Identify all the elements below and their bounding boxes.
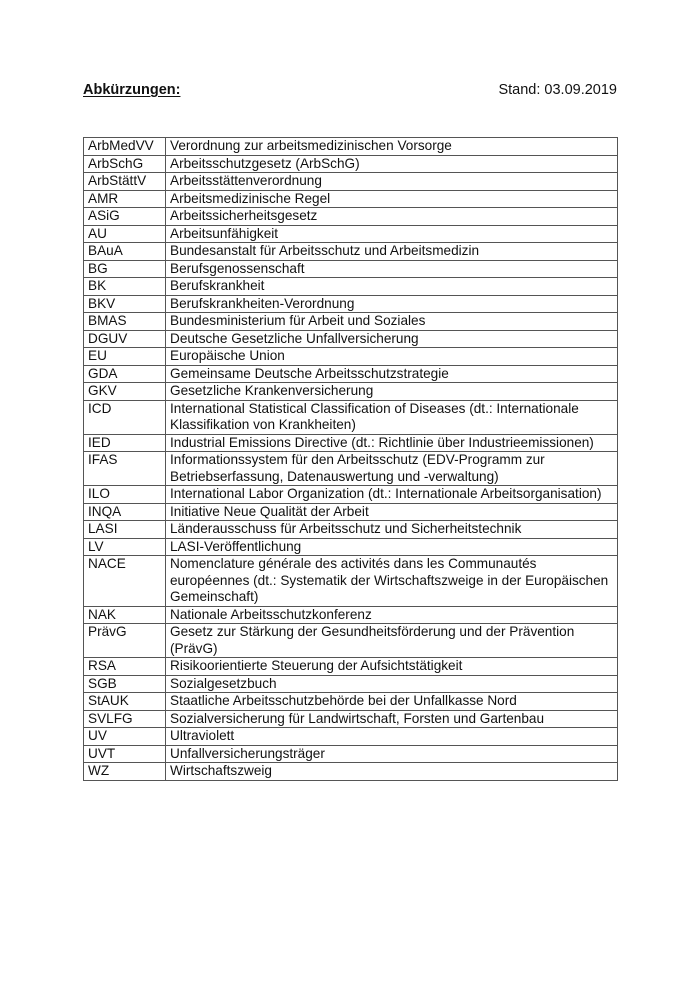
table-row (84, 190, 618, 208)
description-cell: Arbeitsunfähigkeit (166, 225, 618, 243)
description-cell: Informationssystem für den Arbeitsschutz (EDV-Programm zur Betriebserfassung, Datenauswertung und -verwaltung) (166, 452, 618, 486)
revision-date: Stand: 03.09.2019 (498, 82, 617, 98)
abbreviation-cell: INQA (84, 503, 166, 521)
abbreviation-cell: PrävG (84, 624, 166, 658)
abbreviation-cell: LV (84, 538, 166, 556)
description-cell: Gemeinsame Deutsche Arbeitsschutzstrategie (166, 365, 618, 383)
table-row (84, 710, 618, 728)
table-row (84, 400, 618, 434)
table-row (84, 383, 618, 401)
description-cell: Bundesministerium für Arbeit und Soziales (166, 313, 618, 331)
abbreviation-cell: GKV (84, 383, 166, 401)
description-cell: LASI-Veröffentlichung (166, 538, 618, 556)
description-cell: Berufskrankheiten-Verordnung (166, 295, 618, 313)
table-row (84, 763, 618, 781)
table-row (84, 173, 618, 191)
table-row (84, 503, 618, 521)
description-cell: Berufsgenossenschaft (166, 260, 618, 278)
table-row (84, 313, 618, 331)
table-row (84, 486, 618, 504)
table-row (84, 434, 618, 452)
description-cell: International Statistical Classification of Diseases (dt.: Internationale Klassifikation von Krankheiten) (166, 400, 618, 434)
abbreviation-cell: IED (84, 434, 166, 452)
page-title: Abkürzungen: (83, 82, 181, 98)
abbreviation-cell: ArbSchG (84, 155, 166, 173)
description-cell: Nationale Arbeitsschutzkonferenz (166, 606, 618, 624)
abbreviation-cell: StAUK (84, 693, 166, 711)
description-cell: Bundesanstalt für Arbeitsschutz und Arbeitsmedizin (166, 243, 618, 261)
description-cell: Initiative Neue Qualität der Arbeit (166, 503, 618, 521)
abbreviation-table (83, 137, 618, 781)
description-cell: Gesetzliche Krankenversicherung (166, 383, 618, 401)
abbreviation-table-body (84, 138, 618, 781)
description-cell: Staatliche Arbeitsschutzbehörde bei der Unfallkasse Nord (166, 693, 618, 711)
table-row (84, 295, 618, 313)
table-row (84, 243, 618, 261)
table-row (84, 452, 618, 486)
table-row (84, 330, 618, 348)
description-cell: Länderausschuss für Arbeitsschutz und Sicherheitstechnik (166, 521, 618, 539)
table-row (84, 745, 618, 763)
abbreviation-cell: SVLFG (84, 710, 166, 728)
description-cell: Industrial Emissions Directive (dt.: Richtlinie über Industrieemissionen) (166, 434, 618, 452)
abbreviation-cell: ArbStättV (84, 173, 166, 191)
abbreviation-cell: RSA (84, 658, 166, 676)
abbreviation-cell: GDA (84, 365, 166, 383)
abbreviation-cell: AU (84, 225, 166, 243)
table-row (84, 348, 618, 366)
abbreviation-cell: ICD (84, 400, 166, 434)
abbreviation-cell: UVT (84, 745, 166, 763)
table-row (84, 225, 618, 243)
abbreviation-cell: IFAS (84, 452, 166, 486)
description-cell: Berufskrankheit (166, 278, 618, 296)
abbreviation-cell: NACE (84, 556, 166, 607)
table-row (84, 693, 618, 711)
abbreviation-cell: BMAS (84, 313, 166, 331)
table-row (84, 278, 618, 296)
description-cell: Risikoorientierte Steuerung der Aufsichtstätigkeit (166, 658, 618, 676)
abbreviation-cell: ArbMedVV (84, 138, 166, 156)
abbreviation-cell: ASiG (84, 208, 166, 226)
table-row (84, 606, 618, 624)
table-row (84, 138, 618, 156)
table-row (84, 556, 618, 607)
description-cell: Unfallversicherungsträger (166, 745, 618, 763)
table-row (84, 208, 618, 226)
description-cell: Deutsche Gesetzliche Unfallversicherung (166, 330, 618, 348)
abbreviation-cell: AMR (84, 190, 166, 208)
abbreviation-cell: LASI (84, 521, 166, 539)
description-cell: Arbeitssicherheitsgesetz (166, 208, 618, 226)
abbreviation-cell: BK (84, 278, 166, 296)
table-row (84, 658, 618, 676)
abbreviation-cell: NAK (84, 606, 166, 624)
description-cell: Nomenclature générale des activités dans les Communautés européennes (dt.: Systematik der Wirtschaftszweige in der Europäischen Gemeinschaft) (166, 556, 618, 607)
description-cell: Arbeitsstättenverordnung (166, 173, 618, 191)
abbreviation-cell: BAuA (84, 243, 166, 261)
table-row (84, 624, 618, 658)
table-row (84, 675, 618, 693)
table-row (84, 155, 618, 173)
description-cell: Wirtschaftszweig (166, 763, 618, 781)
description-cell: Sozialgesetzbuch (166, 675, 618, 693)
description-cell: Europäische Union (166, 348, 618, 366)
table-row (84, 728, 618, 746)
abbreviation-cell: EU (84, 348, 166, 366)
abbreviation-cell: WZ (84, 763, 166, 781)
description-cell: Gesetz zur Stärkung der Gesundheitsförderung und der Prävention (PrävG) (166, 624, 618, 658)
description-cell: International Labor Organization (dt.: Internationale Arbeitsorganisation) (166, 486, 618, 504)
table-row (84, 538, 618, 556)
description-cell: Sozialversicherung für Landwirtschaft, Forsten und Gartenbau (166, 710, 618, 728)
abbreviation-cell: BKV (84, 295, 166, 313)
table-row (84, 521, 618, 539)
table-row (84, 365, 618, 383)
abbreviation-cell: DGUV (84, 330, 166, 348)
abbreviation-cell: UV (84, 728, 166, 746)
description-cell: Ultraviolett (166, 728, 618, 746)
abbreviation-cell: SGB (84, 675, 166, 693)
description-cell: Arbeitsmedizinische Regel (166, 190, 618, 208)
document-header (83, 82, 617, 102)
abbreviation-cell: ILO (84, 486, 166, 504)
description-cell: Arbeitsschutzgesetz (ArbSchG) (166, 155, 618, 173)
abbreviation-cell: BG (84, 260, 166, 278)
description-cell: Verordnung zur arbeitsmedizinischen Vorsorge (166, 138, 618, 156)
table-row (84, 260, 618, 278)
